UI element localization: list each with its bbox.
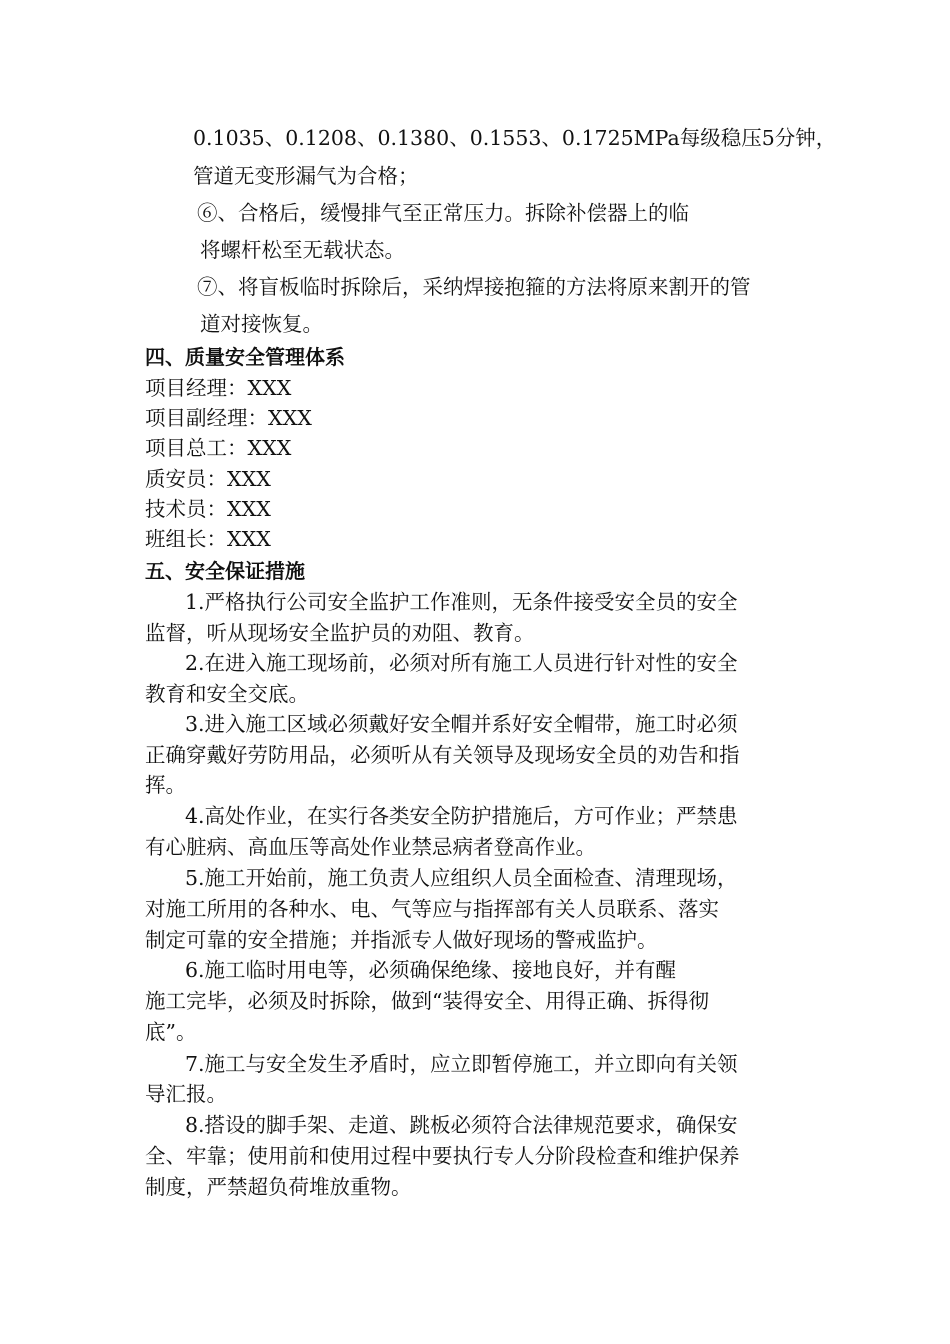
measure-line: 有心脏病、高血压等高处作业禁忌病者登高作业。 (145, 835, 596, 859)
intro-line-1: 0.1035、0.1208、0.1380、0.1553、0.1725MPa每级稳压5分钟， (193, 126, 837, 150)
measure-line: 施工完毕，必须及时拆除，做到“装得安全、用得正确、拆得彻 (145, 989, 709, 1013)
measure-line: 5.施工开始前，施工负责人应组织人员全面检查、清理现场， (185, 866, 738, 890)
intro-line-5: ⑦、将盲板临时拆除后，采纳焊接抱箍的方法将原来割开的管 (197, 275, 751, 299)
section-5-heading: 五、安全保证措施 (145, 559, 305, 583)
intro-line-3: ⑥、合格后，缓慢排气至正常压力。拆除补偿器上的临 (197, 201, 689, 225)
intro-line-2: 管道无变形漏气为合格； (193, 164, 419, 188)
measure-line: 正确穿戴好劳防用品，必须听从有关领导及现场安全员的劝告和指 (145, 743, 740, 767)
role-item: 项目经理：XXX (145, 376, 292, 400)
measure-line: 教育和安全交底。 (145, 682, 309, 706)
role-item: 质安员：XXX (145, 467, 271, 491)
measure-line: 制度，严禁超负荷堆放重物。 (145, 1175, 412, 1199)
measure-line: 3.进入施工区域必须戴好安全帽并系好安全帽带，施工时必须 (185, 712, 738, 736)
measure-line: 1.严格执行公司安全监护工作准则，无条件接受安全员的安全 (185, 590, 738, 614)
role-item: 技术员：XXX (145, 497, 271, 521)
measure-line: 对施工所用的各种水、电、气等应与指挥部有关人员联系、落实 (145, 897, 719, 921)
measure-line: 7.施工与安全发生矛盾时，应立即暂停施工，并立即向有关领 (185, 1052, 738, 1076)
measure-line: 监督，听从现场安全监护员的劝阻、教育。 (145, 621, 535, 645)
measure-line: 制定可靠的安全措施；并指派专人做好现场的警戒监护。 (145, 928, 658, 952)
role-item: 班组长：XXX (145, 527, 271, 551)
measure-line: 导汇报。 (145, 1082, 227, 1106)
measure-line: 2.在进入施工现场前，必须对所有施工人员进行针对性的安全 (185, 651, 738, 675)
role-item: 项目副经理：XXX (145, 406, 312, 430)
measure-line: 6.施工临时用电等，必须确保绝缘、接地良好，并有醒 (185, 958, 677, 982)
measure-line: 底”。 (145, 1020, 197, 1044)
role-item: 项目总工：XXX (145, 436, 292, 460)
section-4-heading: 四、质量安全管理体系 (145, 345, 345, 369)
measure-line: 8.搭设的脚手架、走道、跳板必须符合法律规范要求，确保安 (185, 1113, 738, 1137)
intro-line-4: 将螺杆松至无载状态。 (200, 238, 405, 262)
measure-line: 全、牢靠；使用前和使用过程中要执行专人分阶段检查和维护保养 (145, 1144, 740, 1168)
intro-line-6: 道对接恢复。 (200, 312, 323, 336)
measure-line: 4.高处作业，在实行各类安全防护措施后，方可作业；严禁患 (185, 804, 738, 828)
measure-line: 挥。 (145, 773, 186, 797)
